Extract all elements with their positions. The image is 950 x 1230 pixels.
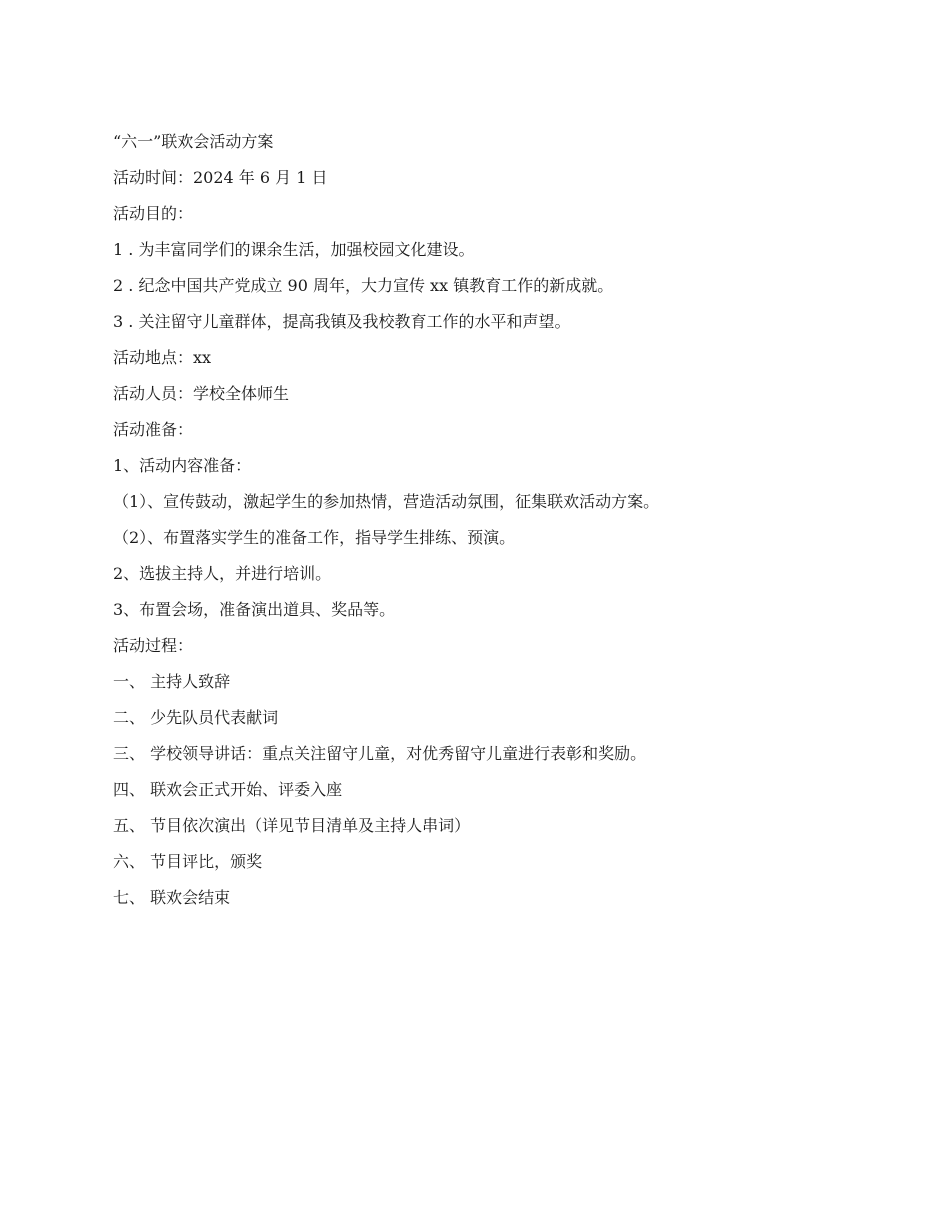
event-time: 活动时间：2024 年 6 月 1 日 xyxy=(113,168,328,187)
process-step-6: 六、 节目评比，颁奖 xyxy=(113,852,263,871)
process-step-4: 四、 联欢会正式开始、评委入座 xyxy=(113,780,343,799)
preparation-item-1: 1、活动内容准备： xyxy=(113,456,252,475)
purpose-item-2: 2 . 纪念中国共产党成立 90 周年，大力宣传 xx 镇教育工作的新成就。 xyxy=(113,276,614,295)
process-step-2: 二、 少先队员代表献词 xyxy=(113,708,279,727)
process-heading: 活动过程： xyxy=(113,636,194,655)
purpose-heading: 活动目的： xyxy=(113,204,194,223)
preparation-subitem-1: （1）、宣传鼓动，激起学生的参加热情，营造活动氛围，征集联欢活动方案。 xyxy=(113,492,660,511)
document-body xyxy=(113,124,873,916)
event-participants: 活动人员：学校全体师生 xyxy=(113,384,290,403)
preparation-item-3: 3、布置会场，准备演出道具、奖品等。 xyxy=(113,600,396,619)
preparation-heading: 活动准备： xyxy=(113,420,194,439)
process-step-7: 七、 联欢会结束 xyxy=(113,888,231,907)
purpose-item-1: 1 . 为丰富同学们的课余生活，加强校园文化建设。 xyxy=(113,240,475,259)
process-step-3: 三、 学校领导讲话：重点关注留守儿童，对优秀留守儿童进行表彰和奖励。 xyxy=(113,744,647,763)
purpose-item-3: 3 . 关注留守儿童群体，提高我镇及我校教育工作的水平和声望。 xyxy=(113,312,571,331)
document-title: “六一”联欢会活动方案 xyxy=(113,132,274,151)
preparation-item-2: 2、选拔主持人，并进行培训。 xyxy=(113,564,332,583)
preparation-subitem-2: （2）、布置落实学生的准备工作，指导学生排练、预演。 xyxy=(113,528,516,547)
process-step-5: 五、 节目依次演出（详见节目清单及主持人串词） xyxy=(113,816,471,835)
process-step-1: 一、 主持人致辞 xyxy=(113,672,231,691)
event-location: 活动地点：xx xyxy=(113,348,212,367)
